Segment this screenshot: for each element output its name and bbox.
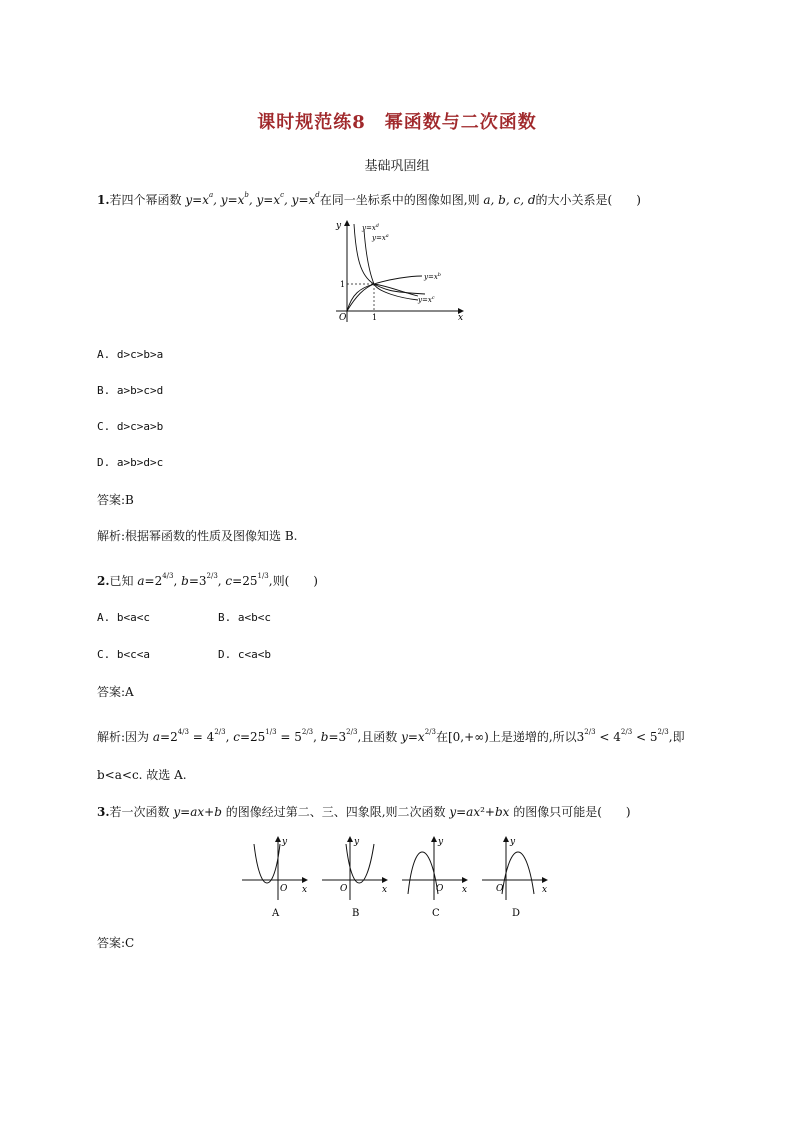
q1-stem-a: 若四个幂函数 xyxy=(109,193,186,207)
q3-answer: 答案:C xyxy=(97,936,135,950)
section-subtitle: 基础巩固组 xyxy=(364,159,430,174)
q3-number: 3. xyxy=(97,805,110,819)
origin-label: O xyxy=(496,884,504,894)
q2-stem xyxy=(97,572,318,589)
label-c: $y=x^c$ xyxy=(418,295,435,304)
graph-one-x: 1 xyxy=(372,313,378,322)
axis-x-label: x xyxy=(302,885,308,895)
axis-y-label: y xyxy=(438,837,444,847)
parabola-d xyxy=(502,852,534,894)
y-axis-arrow xyxy=(344,220,350,226)
origin-label: O xyxy=(280,884,288,894)
axis-x-label: x xyxy=(382,885,388,895)
q3-stem-text: 若一次函数 y=ax+b 的图像经过第二、三、四象限,则二次函数 y=ax²+bx 的图像只可能是( ) xyxy=(109,805,631,819)
q2-option-a: A. b<a<c xyxy=(97,611,150,624)
graph-letter-c: C xyxy=(432,908,440,919)
q3-graph-a xyxy=(240,832,314,920)
curve-b xyxy=(347,276,422,311)
label-b: $y=x^b$ xyxy=(424,272,441,281)
q3-stem xyxy=(97,803,631,820)
q1-stem-b: 在同一坐标系中的图像如图,则 xyxy=(319,193,484,207)
q2-answer: 答案:A xyxy=(97,685,134,699)
q1-option-b: B. a>b>c>d xyxy=(97,384,164,397)
q1-answer: 答案:B xyxy=(97,493,134,507)
graph-letter-d: D xyxy=(512,908,521,919)
q2-option-c: C. b<c<a xyxy=(97,648,150,661)
q2-option-b: B. a<b<c xyxy=(218,611,271,624)
graph-letter-b: B xyxy=(352,908,360,919)
axis-y-label: y xyxy=(282,837,288,847)
axis-y-label: y xyxy=(354,837,360,847)
page-title: 课时规范练8 幂函数与二次函数 xyxy=(257,112,537,133)
q2-number: 2. xyxy=(97,574,110,588)
origin-label: O xyxy=(340,884,348,894)
axis-x-label: x xyxy=(542,885,548,895)
label-d: $y=x^d$ xyxy=(362,223,379,232)
q2-option-d: D. c<a<b xyxy=(218,648,271,661)
q1-number: 1. xyxy=(97,193,110,207)
q1-funcs: $y=x^a$, $y=x^b$, $y=x^c$, $y=x^d$ xyxy=(185,191,320,207)
q1-option-c: C. d>c>a>b xyxy=(97,420,164,433)
graph-one-y: 1 xyxy=(340,280,346,289)
q3-graph-c xyxy=(400,832,474,920)
q2-analysis-line1: 解析:因为 $a=2^{4/3} = 4^{2/3}$, $c=25^{1/3} = 5^{2/3}$, $b=3^{2/3}$,且函数 $y=x^{2/3}$在[0,+∞)上是递增的,所以$3^{2/3} < 4^{2/3} < 5^{2/3}$,即 xyxy=(97,728,685,744)
q1-stem xyxy=(97,191,641,208)
q1-analysis: 解析:根据幂函数的性质及图像知选 B. xyxy=(97,529,298,543)
graph-x-label: x xyxy=(458,313,464,323)
graph-letter-a: A xyxy=(272,908,280,919)
q1-option-a: A. d>c>b>a xyxy=(97,348,164,361)
q1-option-d: D. a>b>d>c xyxy=(97,456,164,469)
q3-graph-d xyxy=(480,832,554,920)
parabola-a xyxy=(254,844,280,883)
q1-vars: a, b, c, d xyxy=(483,193,536,207)
q2-analysis-line2: b<a<c. 故选 A. xyxy=(97,768,187,782)
graph-y-label: y xyxy=(336,221,342,231)
graph-origin-label: O xyxy=(339,313,347,323)
axis-y-label: y xyxy=(510,837,516,847)
label-a: $y=x^a$ xyxy=(372,233,389,242)
q1-power-function-graph xyxy=(330,216,470,324)
origin-label: O xyxy=(436,884,444,894)
axis-x-label: x xyxy=(462,885,468,895)
q2-stem-text: 已知 $a=2^{4/3}$, $b=3^{2/3}$, $c=25^{1/3}$,则( ) xyxy=(109,572,318,588)
q1-stem-c: 的大小关系是( ) xyxy=(535,193,641,207)
q3-graph-b xyxy=(320,832,394,920)
